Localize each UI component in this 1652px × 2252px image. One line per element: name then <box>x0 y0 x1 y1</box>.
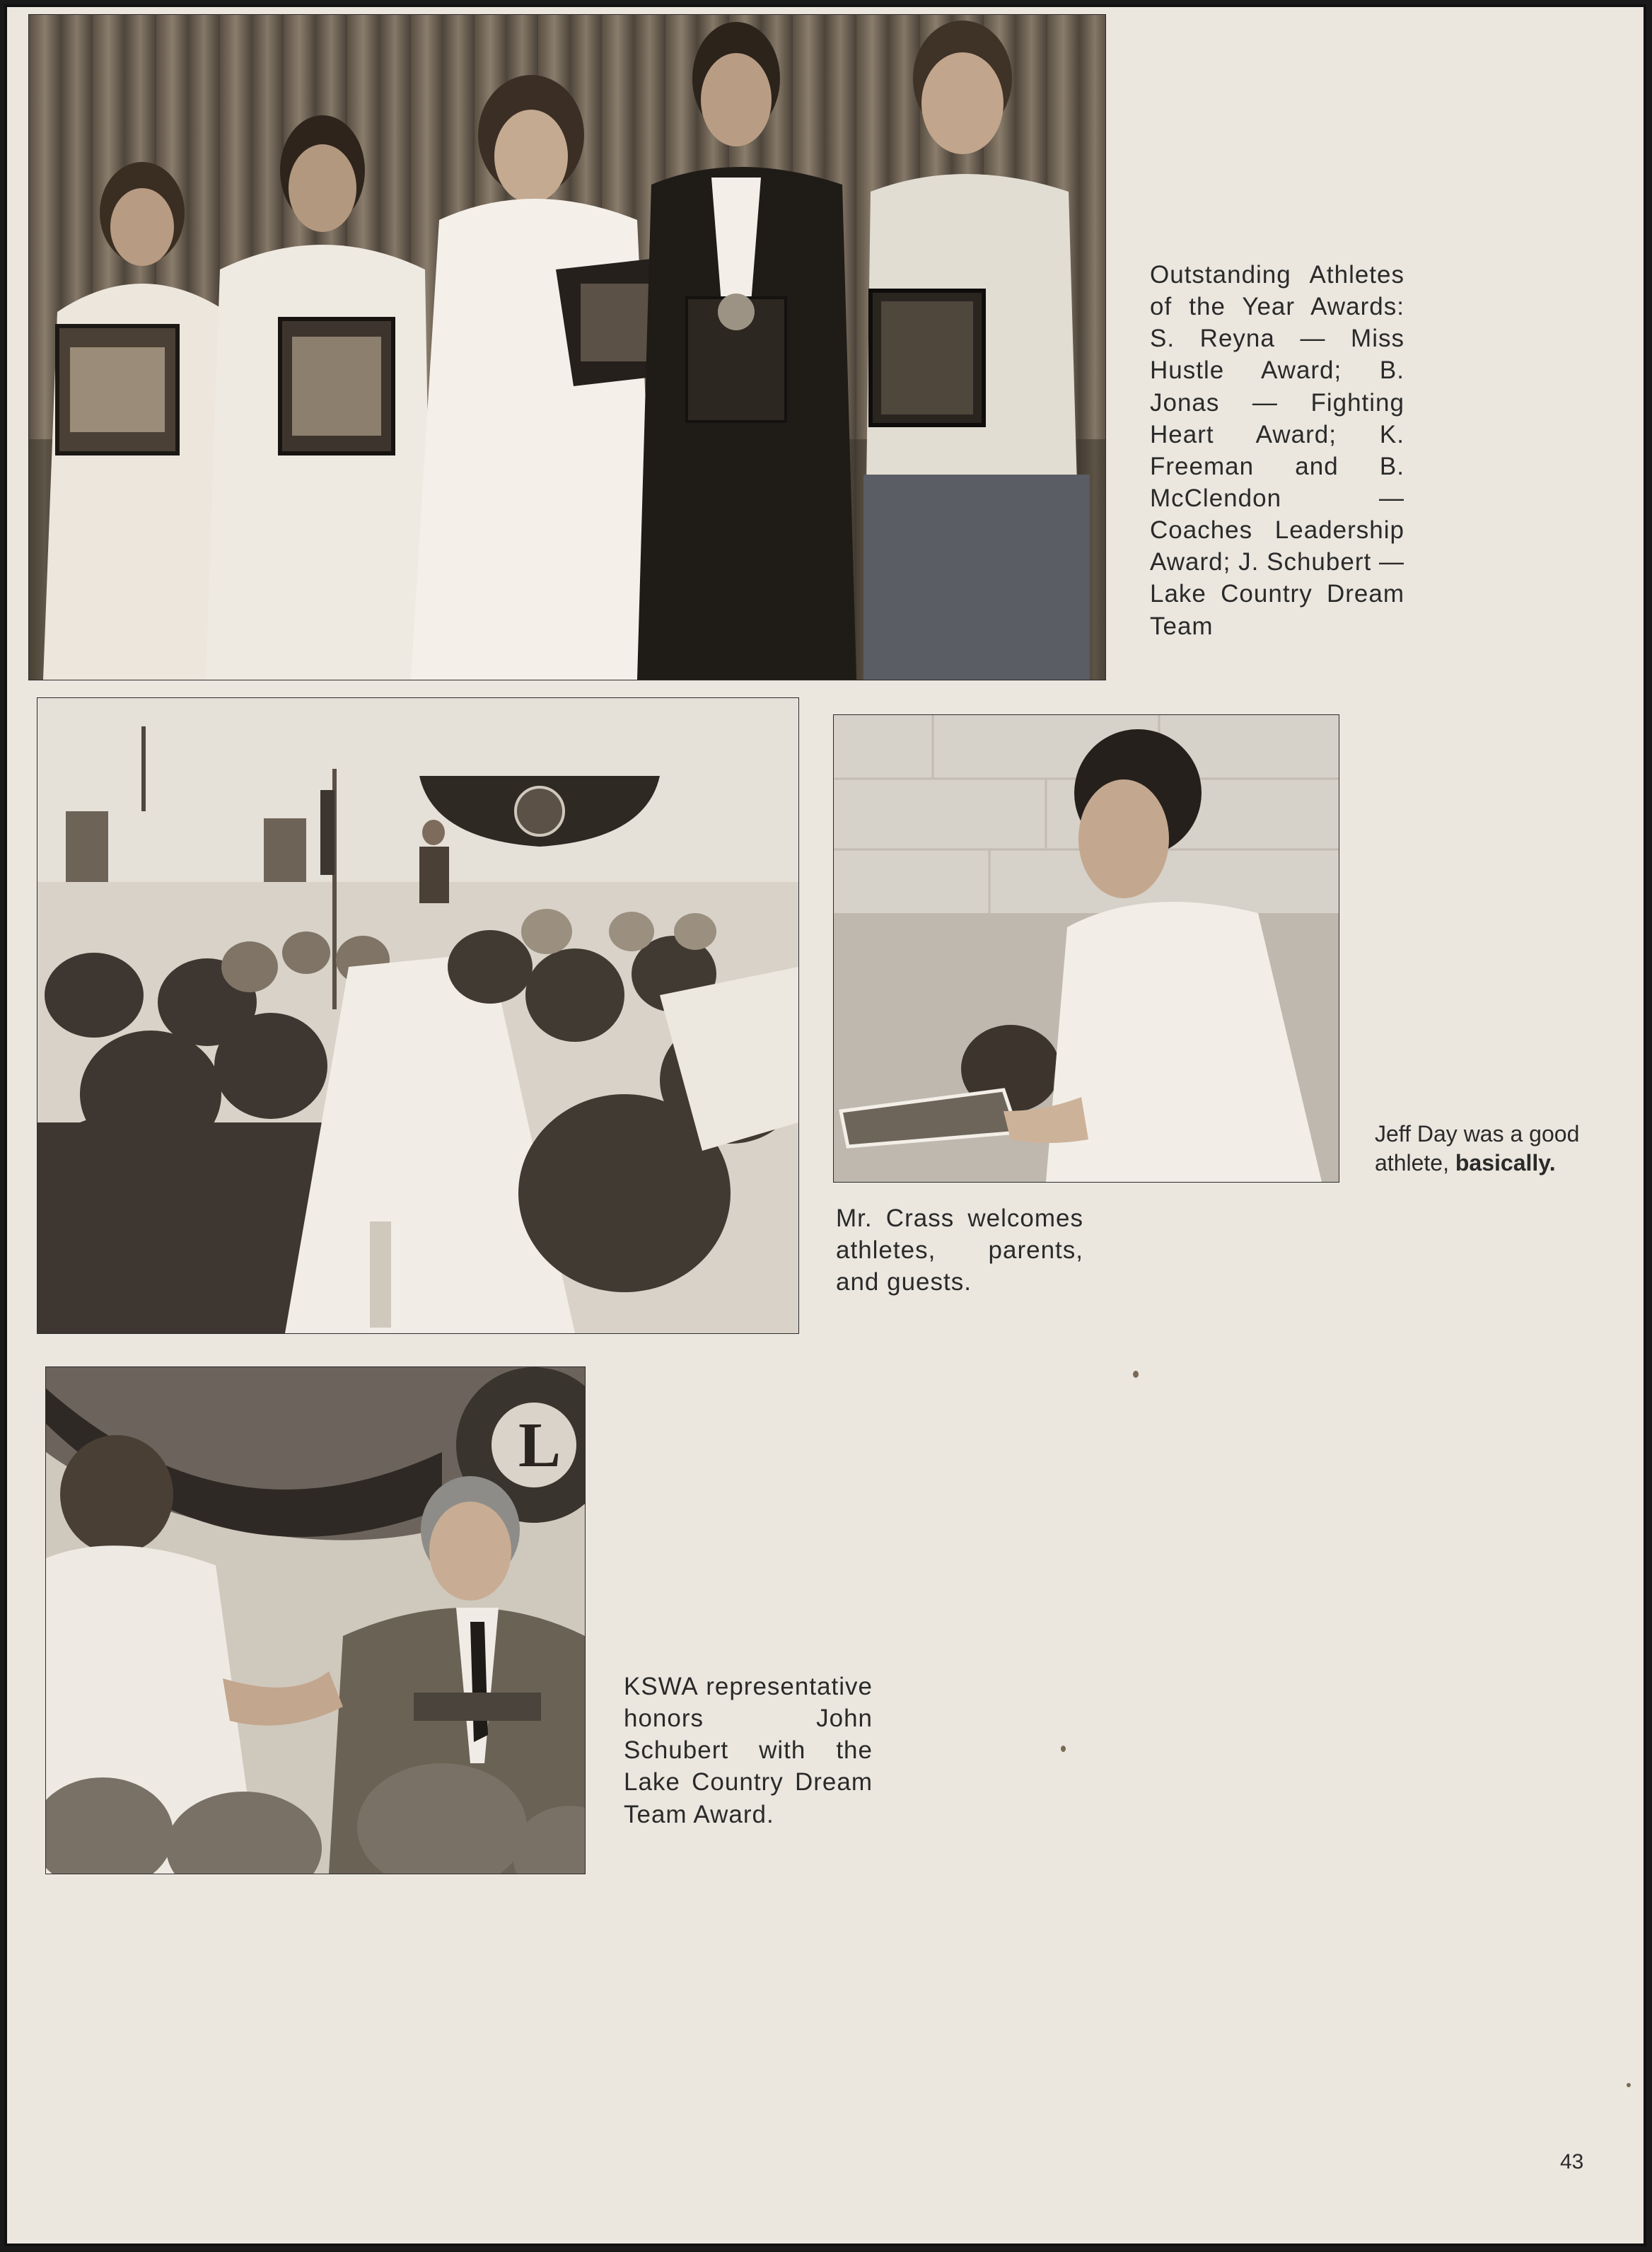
svg-text:L: L <box>518 1410 562 1480</box>
yearbook-page <box>4 4 1646 2246</box>
page-number: 43 <box>1560 2150 1584 2173</box>
crass-caption: Mr. Crass welcomes athletes, parents, and guests. <box>836 1205 1083 1296</box>
awards-caption: Outstanding Athletes of the Year Awards: S. Reyna — Miss Hustle Award; B. Jonas — Fighting Heart Award; K. Freeman and B. McClendon — Coaches Leadership Award; J. Schubert — Lake Country Dream Team <box>1150 261 1404 640</box>
print-speck <box>1627 2083 1631 2087</box>
kswa-award-photo-art <box>46 1367 585 1874</box>
jeff-day-caption-emphasis: basically. <box>1455 1150 1556 1176</box>
banquet-hall-photo-art <box>37 698 798 1333</box>
jeff-day-caption <box>1375 1120 1615 1178</box>
kswa-award-photo <box>45 1366 586 1874</box>
kswa-caption: KSWA representative honors John Schubert with the Lake Country Dream Team Award. <box>624 1673 873 1828</box>
print-speck <box>1061 1746 1066 1752</box>
jeff-day-photo-art <box>834 715 1339 1182</box>
banquet-hall-photo <box>37 697 799 1334</box>
jeff-day-caption-text: Jeff Day was a good athlete, <box>1375 1121 1580 1176</box>
award-winners-photo <box>28 14 1106 680</box>
award-winners-photo-art <box>29 15 1105 680</box>
jeff-day-photo <box>833 714 1339 1183</box>
print-speck <box>1133 1371 1139 1378</box>
